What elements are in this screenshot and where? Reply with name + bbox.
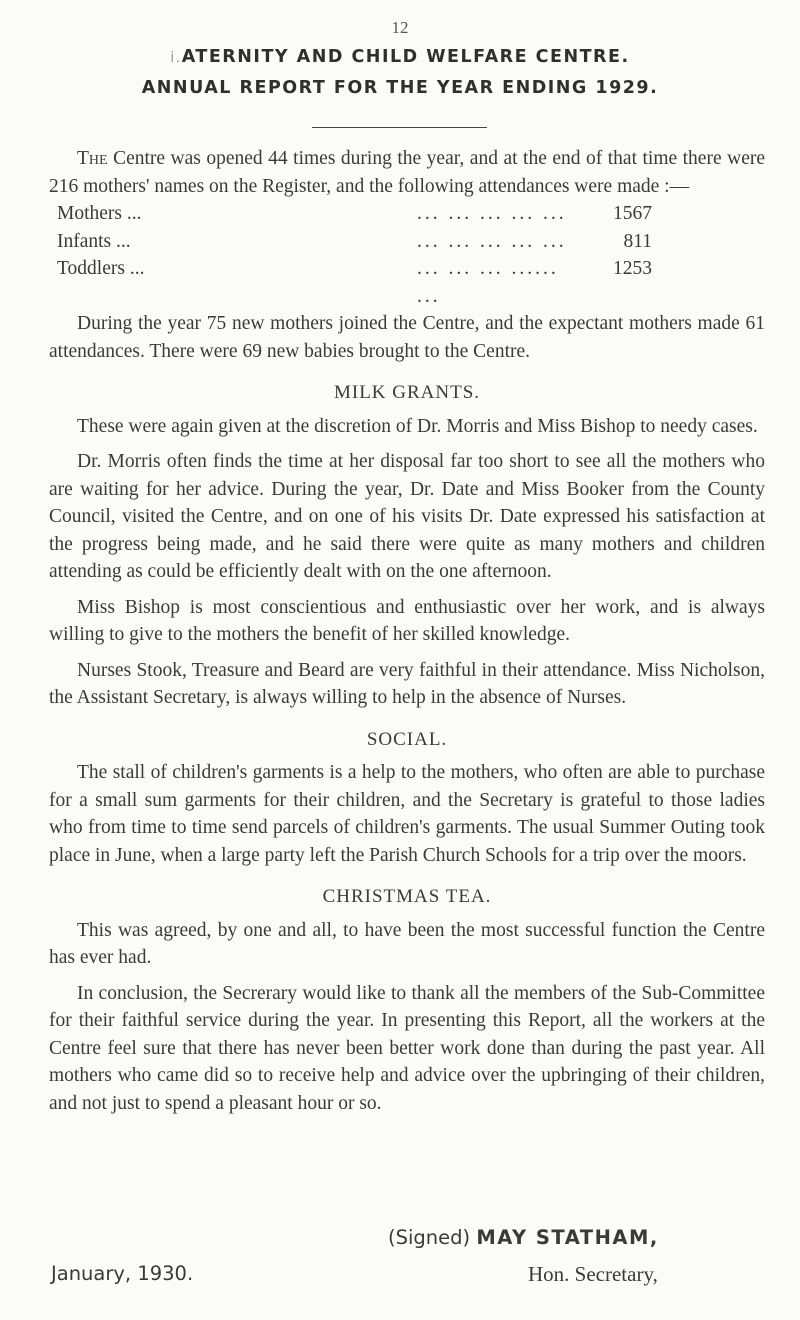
- signed-label: (Signed): [388, 1226, 471, 1249]
- intro-text: Centre was opened 44 times during the year, and at the end of that time there were 216 mothers' names on the Register, and the following attendances were made :—: [49, 148, 765, 197]
- report-body: [49, 145, 765, 1117]
- milk-paragraph-1: These were again given at the discretion of Dr. Morris and Miss Bishop to needy cases.: [77, 415, 758, 437]
- attendance-dots: ... ... ... ... ...: [417, 230, 567, 252]
- report-heading-line2: ANNUAL REPORT FOR THE YEAR ENDING 1929.: [141, 78, 659, 98]
- attendance-row: [57, 228, 657, 256]
- milk-paragraph-3: Miss Bishop is most conscientious and enthusiastic over her work, and is always willing to give to the mothers the benefit of her skilled knowledge.: [49, 596, 765, 645]
- heading-divider: [312, 127, 487, 128]
- new-mothers-paragraph: During the year 75 new mothers joined the Centre, and the expectant mothers made 61 attendances. There were 69 new babies brought to the Centre.: [49, 313, 765, 362]
- attendance-dots: ... ... ... ... ...: [417, 203, 567, 224]
- heading-prefix: i.: [170, 50, 182, 66]
- intro-paragraph: [49, 145, 765, 200]
- attendance-label: Mothers ...: [57, 203, 142, 224]
- report-heading-line1: [0, 47, 800, 67]
- attendance-row: [57, 200, 657, 228]
- section-title-social: SOCIAL.: [366, 728, 448, 750]
- signature-line: [388, 1226, 659, 1249]
- attendance-label: Infants ...: [57, 230, 131, 252]
- attendance-value: 1567: [613, 203, 652, 224]
- signatory-name: MAY STATHAM,: [476, 1226, 659, 1249]
- page-number: 12: [391, 18, 409, 37]
- report-date: January, 1930.: [51, 1262, 194, 1285]
- attendance-value: 1253: [613, 258, 652, 279]
- attendance-dots: ... ... ... ...... ...: [417, 258, 559, 307]
- milk-paragraph-2: Dr. Morris often finds the time at her disposal far too short to see all the mothers who are waiting for her advice. During the year, Dr. Date and Miss Booker from the County Council, visited the Centre, and on one of his visits Dr. Date expressed his satisfaction at the progress being made, and he said there were quite as many mothers and children attending as could be efficiently dealt with on the one afternoon.: [49, 451, 765, 582]
- section-title-milk-grants: MILK GRANTS.: [333, 382, 481, 403]
- signatory-role: Hon. Secretary,: [528, 1262, 658, 1286]
- social-paragraph-1: The stall of children's garments is a help to the mothers, who often are able to purchase for a small sum garments for their children, and the Secretary is grateful to those ladies who from time to time send parcels of children's garments. The usual Summer Outing took place in June, when a large party left the Parish Church Schools for a trip over the moors.: [49, 762, 765, 866]
- christmas-paragraph-1: This was agreed, by one and all, to have been the most successful function the Centre has ever had.: [49, 919, 765, 968]
- attendance-row: [57, 255, 657, 310]
- christmas-paragraph-2: In conclusion, the Secrerary would like to thank all the members of the Sub-Committee for their faithful service during the year. In presenting this Report, all the workers at the Centre feel sure that there has never been better work done than during the past year. All mothers who came did so to receive help and advice over the upbringing of their children, and not just to spend a pleasant hour or so.: [49, 982, 765, 1114]
- section-title-christmas-tea: CHRISTMAS TEA.: [322, 886, 492, 907]
- attendance-value: 811: [623, 230, 652, 252]
- milk-paragraph-4: Nurses Stook, Treasure and Beard are very faithful in their attendance. Miss Nicholson, the Assistant Secretary, is always willing to help in the absence of Nurses.: [49, 659, 765, 708]
- intro-lead: The: [77, 148, 108, 169]
- attendance-label: Toddlers ...: [57, 258, 145, 279]
- heading-title: ATERNITY AND CHILD WELFARE CENTRE.: [181, 47, 630, 67]
